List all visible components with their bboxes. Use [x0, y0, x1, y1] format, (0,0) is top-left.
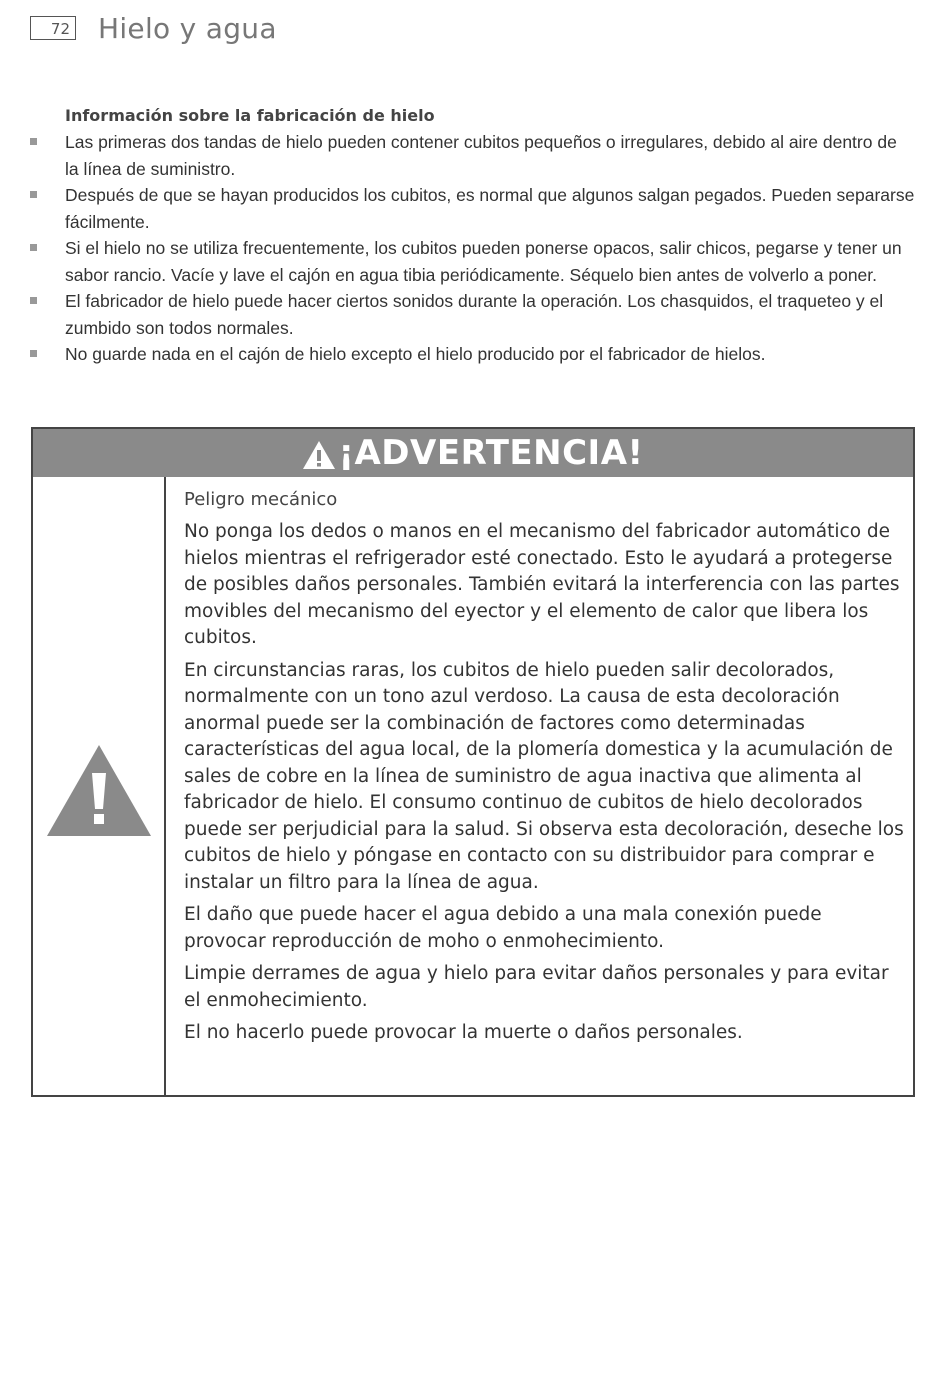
bullet-icon — [30, 350, 37, 357]
bullet-icon — [30, 191, 37, 198]
warning-paragraph: El daño que puede hacer el agua debido a una mala conexión puede provocar reproducción de moho o enmohecimiento. — [184, 904, 822, 952]
page-header — [30, 8, 277, 48]
warning-paragraph: Limpie derrames de agua y hielo para evitar daños personales y para evitar el enmohecimiento. — [184, 963, 889, 1011]
warning-symbol-panel — [33, 477, 166, 1095]
page-title: Hielo y agua — [98, 11, 277, 45]
bullet-icon — [30, 297, 37, 304]
list-item-text: No guarde nada en el cajón de hielo excepto el hielo producido por el fabricador de hielos. — [65, 344, 766, 364]
bullet-icon — [30, 244, 37, 251]
page-number: 72 — [30, 16, 76, 40]
warning-body — [184, 485, 904, 1053]
list-item — [30, 182, 915, 235]
list-item — [30, 341, 915, 368]
list-item — [30, 235, 915, 288]
warning-triangle-icon — [302, 440, 336, 470]
warning-paragraph: El no hacerlo puede provocar la muerte o daños personales. — [184, 1022, 743, 1043]
warning-triangle-icon — [45, 743, 153, 839]
list-item-text: Después de que se hayan producidos los cubitos, es normal que algunos salgan pegados. Pueden separarse fácilmente. — [65, 185, 915, 232]
section-heading: Información sobre la fabricación de hielo — [65, 106, 435, 125]
list-item-text: El fabricador de hielo puede hacer ciertos sonidos durante la operación. Los chasquidos, el traqueteo y el zumbido son todos normales. — [65, 291, 884, 338]
warning-paragraph: En circunstancias raras, los cubitos de hielo pueden salir decolorados, normalmente con un tono azul verdoso. La causa de esta decoloración anormal puede ser la combinación de factores como determinadas características del agua local, de la plomería domestica y la acumulación de sales de cobre en la línea de suministro de agua inactiva que alimenta al fabricador de hielo. El consumo continuo de cubitos de hielo decolorados puede ser perjudicial para la salud. Si observa esta decoloración, deseche los cubitos de hielo y póngase en contacto con su distribuidor para comprar e instalar un filtro para la línea de agua. — [184, 659, 904, 893]
warning-box — [31, 427, 915, 1097]
bullet-list — [30, 129, 915, 368]
warning-paragraph: No ponga los dedos o manos en el mecanismo del fabricador automático de hielos mientras el refrigerador esté conectado. Esto le ayudará a protegerse de posibles daños personales. También evitará la interferencia con las partes movibles del mecanismo del eyector y el elemento de calor que libera los cubitos. — [184, 521, 900, 648]
list-item-text: Las primeras dos tandas de hielo pueden contener cubitos pequeños o irregulares, debido al aire dentro de la línea de suministro. — [65, 132, 897, 179]
bullet-icon — [30, 138, 37, 145]
warning-subtitle: Peligro mecánico — [184, 489, 338, 510]
warning-title: ¡ADVERTENCIA! — [338, 433, 644, 473]
warning-banner — [33, 429, 913, 477]
ice-making-info-section — [30, 103, 915, 368]
list-item — [30, 129, 915, 182]
list-item-text: Si el hielo no se utiliza frecuentemente, los cubitos pueden ponerse opacos, salir chicos, pegarse y tener un sabor rancio. Vacíe y lave el cajón en agua tibia periódicamente. Séquelo bien antes de volverlo a poner. — [65, 238, 902, 285]
list-item — [30, 288, 915, 341]
